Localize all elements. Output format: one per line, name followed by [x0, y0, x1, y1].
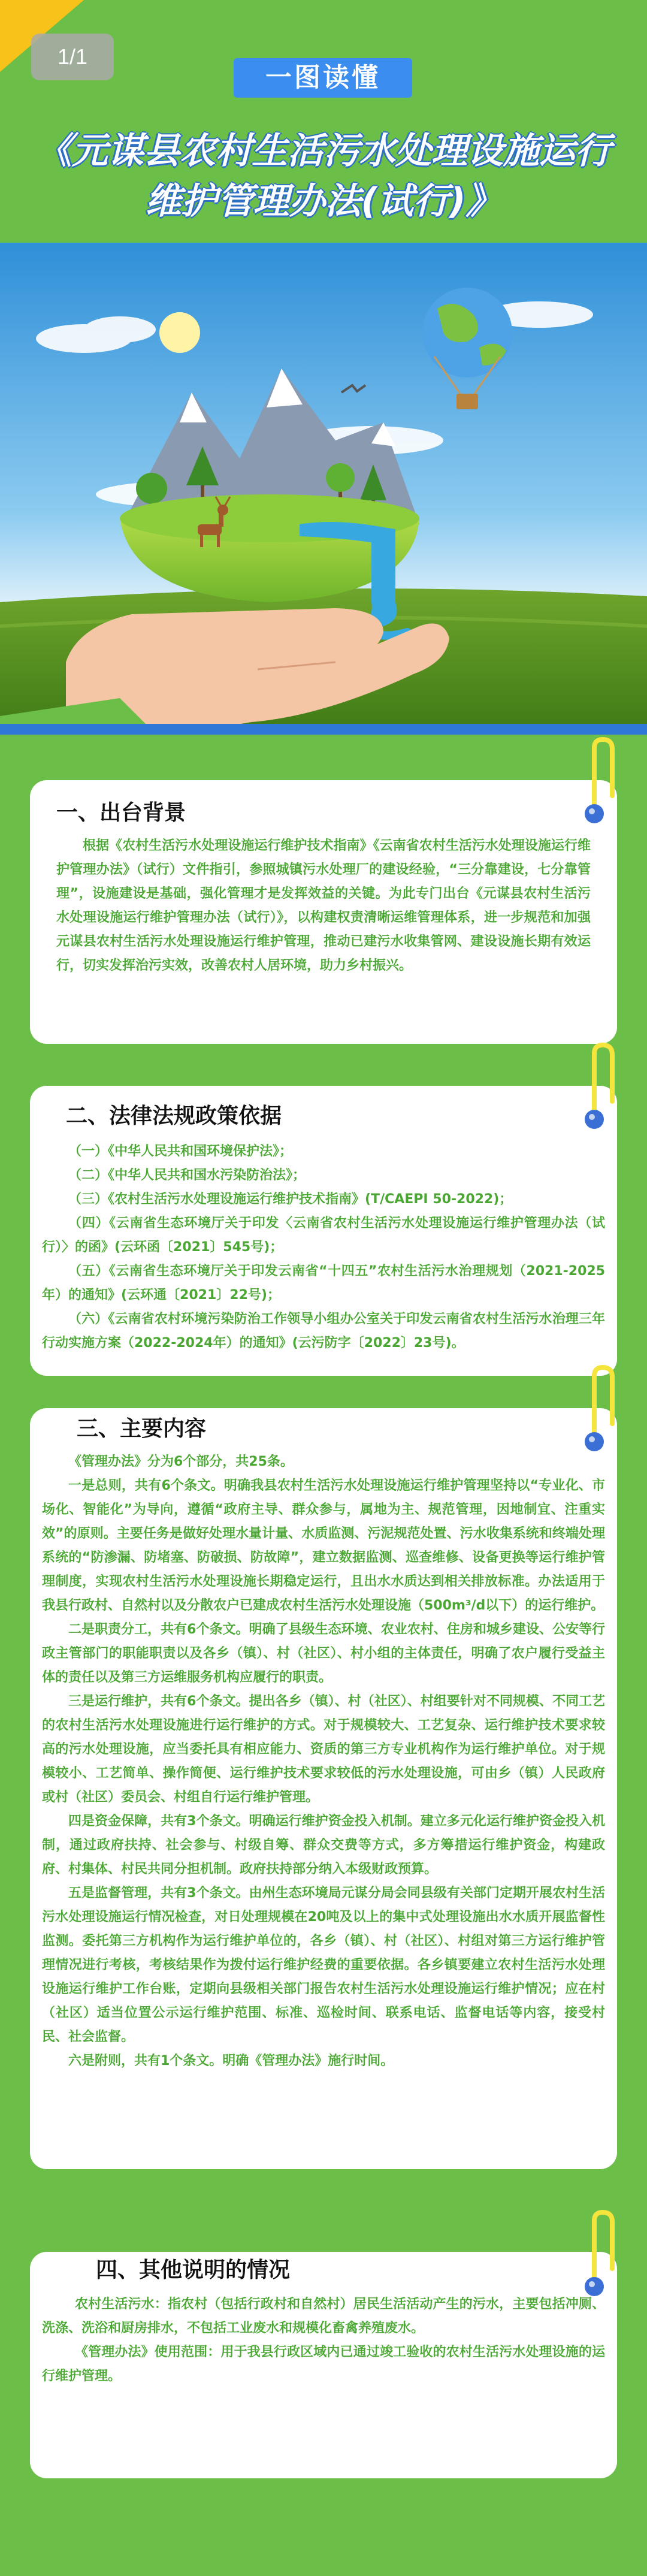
section-paragraph: （四）《云南省生态环境厅关于印发〈云南省农村生活污水处理设施运行维护管理办法（试行）〉的函》(云环函〔2021〕545号)；: [42, 1216, 605, 1255]
section-heading: 四、其他说明的情况: [96, 2258, 291, 2282]
section-paragraph: （一）《中华人民共和国环境保护法》；: [68, 1144, 293, 1159]
section-card-background: [30, 2252, 617, 2478]
section-paragraph: 五是监督管理，共有3个条文。由州生态环境局元谋分局会同县级有关部门定期开展农村生活污水处理设施运行情况检查，对日处理规模在20吨及以上的集中式处理设施出水水质开展监督性监测。委托第三方机构作为运行维护单位的，各乡（镇）、村（社区）、村组对第三方运行维护管理情况进行考核，考核结果作为拨付运行维护经费的重要依据。各乡镇要建立农村生活污水处理设施运行维护工作台账，定期向县级相关部门报告农村生活污水处理设施运行维护情况；应在村（社区）适当位置公示运行维护范围、标准、巡检时间、联系电话、监督电话等内容，接受村民、社会监督。: [42, 1886, 605, 2045]
section-paragraph: 根据《农村生活污水处理设施运行维护技术指南》《云南省农村生活污水处理设施运行维护管理办法》（试行）文件指引，参照城镇污水处理厂的建设经验，“三分靠建设，七分靠管理”，设施建设是基础，强化管理才是发挥效益的关键。为此专门出台《元谋县农村生活污水处理设施运行维护管理办法（试行）》，以构建权责清晰运维管理体系，进一步规范和加强元谋县农村生活污水处理设施运行维护管理，推动已建污水收集管网、建设设施长期有效运行，切实发挥治污实效，改善农村人居环境，助力乡村振兴。: [56, 838, 591, 973]
binder-clip-icon: [570, 2209, 618, 2311]
binder-clip-icon: [570, 1041, 618, 1143]
section-paragraph: （二）《中华人民共和国水污染防治法》；: [68, 1168, 306, 1183]
header: [0, 0, 647, 243]
sun-icon: [159, 312, 200, 353]
section-heading: 一、出台背景: [56, 801, 186, 825]
section-card-background: [30, 780, 617, 1044]
divider-strip: [0, 724, 647, 735]
section-card-background: [30, 1086, 617, 1376]
page-title: [0, 126, 647, 227]
section-paragraph: （三）《农村生活污水处理设施运行维护技术指南》(T/CAEPI 50-2022)；: [68, 1192, 513, 1207]
section-paragraph: 农村生活污水：指农村（包括行政村和自然村）居民生活活动产生的污水，主要包括冲厕、洗涤、洗浴和厨房排水，不包括工业废水和规模化畜禽养殖废水。: [42, 2297, 605, 2336]
section-paragraph: 一是总则，共有6个条文。明确我县农村生活污水处理设施运行维护管理坚持以“专业化、市场化、智能化”为导向，遵循“政府主导、群众参与，属地为主、规范管理，因地制宜、注重实效”的原则。主要任务是做好处理水量计量、水质监测、污泥规范处置、污水收集系统和终端处理系统的“防渗漏、防堵塞、防破损、防故障”，建立数据监测、巡查维修、设备更换等运行维护管理制度，实现农村生活污水处理设施长期稳定运行，且出水水质达到相关排放标准。办法适用于我县行政村、自然村以及分散农户已建成农村生活污水处理设施（500m³/d以下）的运行维护。: [42, 1478, 605, 1613]
section-paragraph: 《管理办法》使用范围：用于我县行政区域内已通过竣工验收的农村生活污水处理设施的运行维护管理。: [42, 2345, 605, 2384]
hero-illustration: [0, 243, 647, 734]
title-line-2: 维护管理办法(试行)》: [145, 180, 502, 222]
section-paragraph: （五）《云南省生态环境厅关于印发云南省“十四五”农村生活污水治理规划（2021-2025年）的通知》(云环通〔2021〕22号)；: [42, 1264, 605, 1303]
section-heading: 三、主要内容: [77, 1417, 207, 1441]
section-paragraph: 三是运行维护，共有6个条文。提出各乡（镇）、村（社区）、村组要针对不同规模、不同工艺的农村生活污水处理设施进行运行维护的方式。对于规模较大、工艺复杂、运行维护技术要求较高的污水处理设施，应当委托具有相应能力、资质的第三方专业机构作为运行维护单位。对于规模较小、工艺简单、操作简便、运行维护技术要求较低的污水处理设施，可由乡（镇）人民政府或村（社区）委员会、村组自行运行维护管理。: [42, 1694, 605, 1805]
section-paragraph: 六是附则，共有1个条文。明确《管理办法》施行时间。: [68, 2053, 394, 2068]
page-indicator: 1/1: [31, 34, 114, 80]
binder-clip-icon: [570, 1364, 618, 1466]
section-paragraph: 《管理办法》分为6个部分，共25条。: [68, 1454, 294, 1469]
section-paragraph: （六）《云南省农村环境污染防治工作领导小组办公室关于印发云南省农村生活污水治理三年行动实施方案（2022-2024年）的通知》(云污防字〔2022〕23号)。: [42, 1312, 605, 1351]
section-paragraph: 二是职责分工，共有6个条文。明确了县级生态环境、农业农村、住房和城乡建设、公安等行政主管部门的职能职责以及各乡（镇）、村（社区）、村小组的主体责任，明确了农户履行受益主体的责任以及第三方运维服务机构应履行的职责。: [42, 1622, 605, 1685]
section-heading: 二、法律法规政策依据: [66, 1104, 282, 1128]
tag-label: 一图读懂: [234, 58, 412, 98]
binder-clip-icon: [570, 736, 618, 838]
title-line-1: 《元谋县农村生活污水处理设施运行: [36, 130, 611, 172]
section-card-background: [30, 1408, 617, 2169]
section-paragraph: 四是资金保障，共有3个条文。明确运行维护资金投入机制。建立多元化运行维护资金投入机制，通过政府扶持、社会参与、村级自筹、群众交费等方式，多方筹措运行维护资金，构建政府、村集体、村民共同分担机制。政府扶持部分纳入本级财政预算。: [42, 1814, 605, 1877]
